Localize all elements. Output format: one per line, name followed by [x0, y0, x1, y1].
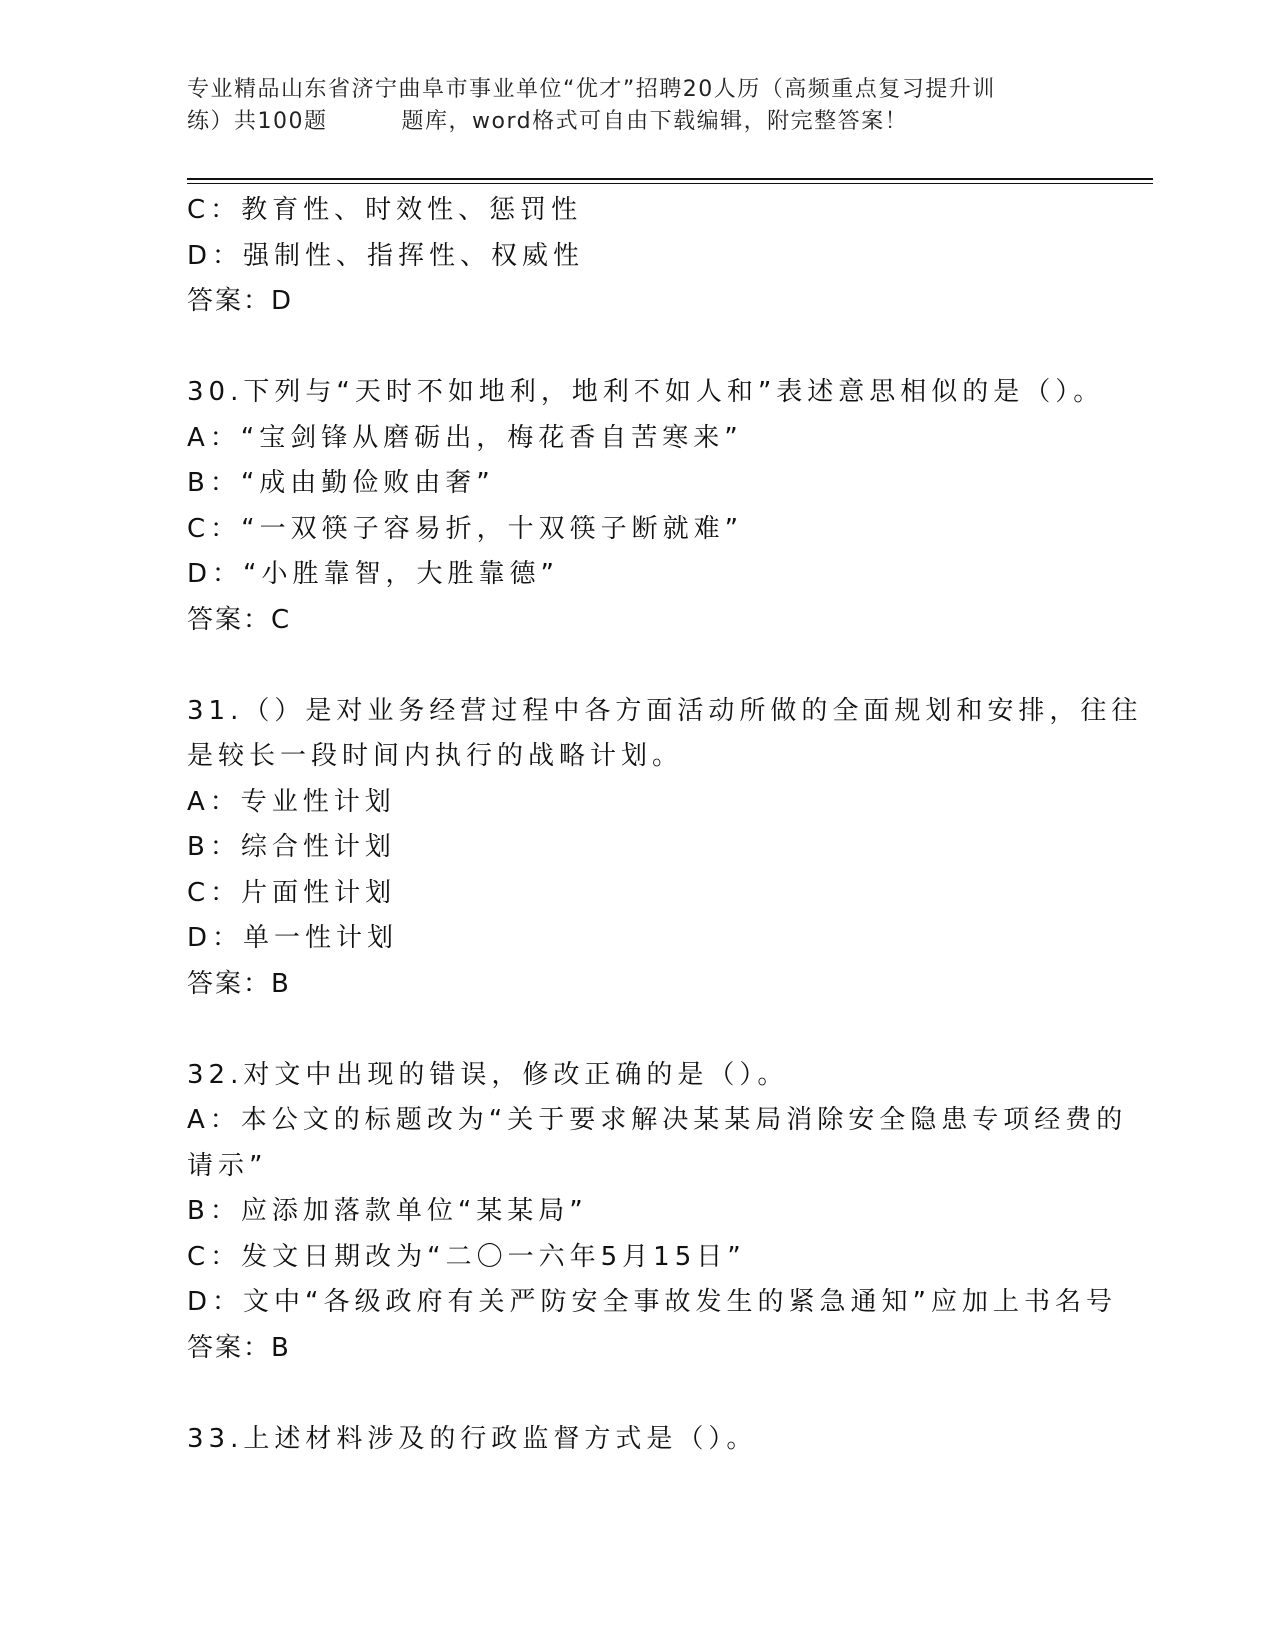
q29-answer: 答案：D [187, 286, 294, 316]
page-header [187, 74, 1087, 138]
q31-option-d: D：单一性计划 [187, 923, 399, 953]
q32-option-d: D：文中“各级政府有关严防安全事故发生的紧急通知”应加上书名号 [187, 1287, 1117, 1317]
header-line-2-part-a: 练）共100题 [187, 109, 328, 134]
q32-stem: 32.对文中出现的错误，修改正确的是（）。 [187, 1059, 789, 1090]
spacer [187, 643, 1087, 689]
q33-stem: 33.上述材料涉及的行政监督方式是（）。 [187, 1423, 758, 1454]
q32-option-b: B：应添加落款单位“某某局” [187, 1196, 588, 1226]
q31-stem-line-1: 31.（）是对业务经营过程中各方面活动所做的全面规划和安排，往往 [187, 695, 1143, 726]
spacer [187, 325, 1087, 371]
spacer [187, 1007, 1087, 1053]
q30-answer: 答案：C [187, 604, 292, 635]
q32-option-a-line-2: 请示” [187, 1150, 268, 1181]
q32-option-c: C：发文日期改为“二〇一六年5月15日” [187, 1241, 746, 1272]
q31-option-a: A：专业性计划 [187, 786, 396, 817]
q29-option-c: C：教育性、时效性、惩罚性 [187, 195, 583, 225]
q30-option-c: C：“一双筷子容易折，十双筷子断就难” [187, 513, 744, 544]
q31-option-c: C：片面性计划 [187, 877, 397, 908]
header-rule-thick [187, 178, 1153, 180]
q32-answer: 答案：B [187, 1332, 291, 1363]
header-line-1: 专业精品山东省济宁曲阜市事业单位“优才”招聘20人历（高频重点复习提升训 [187, 77, 996, 102]
header-rule-thin [187, 183, 1153, 184]
q30-option-a: A：“宝剑锋从磨砺出，梅花香自苦寒来” [187, 422, 743, 453]
question-list [187, 188, 1143, 1462]
spacer [187, 1371, 1087, 1417]
q29-option-d: D：强制性、指挥性、权威性 [187, 240, 585, 271]
q31-stem-line-2: 是较长一段时间内执行的战略计划。 [187, 741, 684, 771]
q32-option-a-line-1: A：本公文的标题改为“关于要求解决某某局消除安全隐患专项经费的 [187, 1105, 1128, 1135]
q30-option-d: D：“小胜靠智，大胜靠德” [187, 559, 559, 589]
header-line-2 [187, 106, 1087, 138]
header-line-2-part-b: 题库，word格式可自由下载编辑，附完整答案！ [401, 109, 909, 134]
q30-stem: 30.下列与“天时不如地利，地利不如人和”表述意思相似的是（）。 [187, 377, 1105, 407]
q30-option-b: B：“成由勤俭败由奢” [187, 468, 495, 498]
q31-option-b: B：综合性计划 [187, 832, 396, 862]
q31-answer: 答案：B [187, 968, 291, 999]
